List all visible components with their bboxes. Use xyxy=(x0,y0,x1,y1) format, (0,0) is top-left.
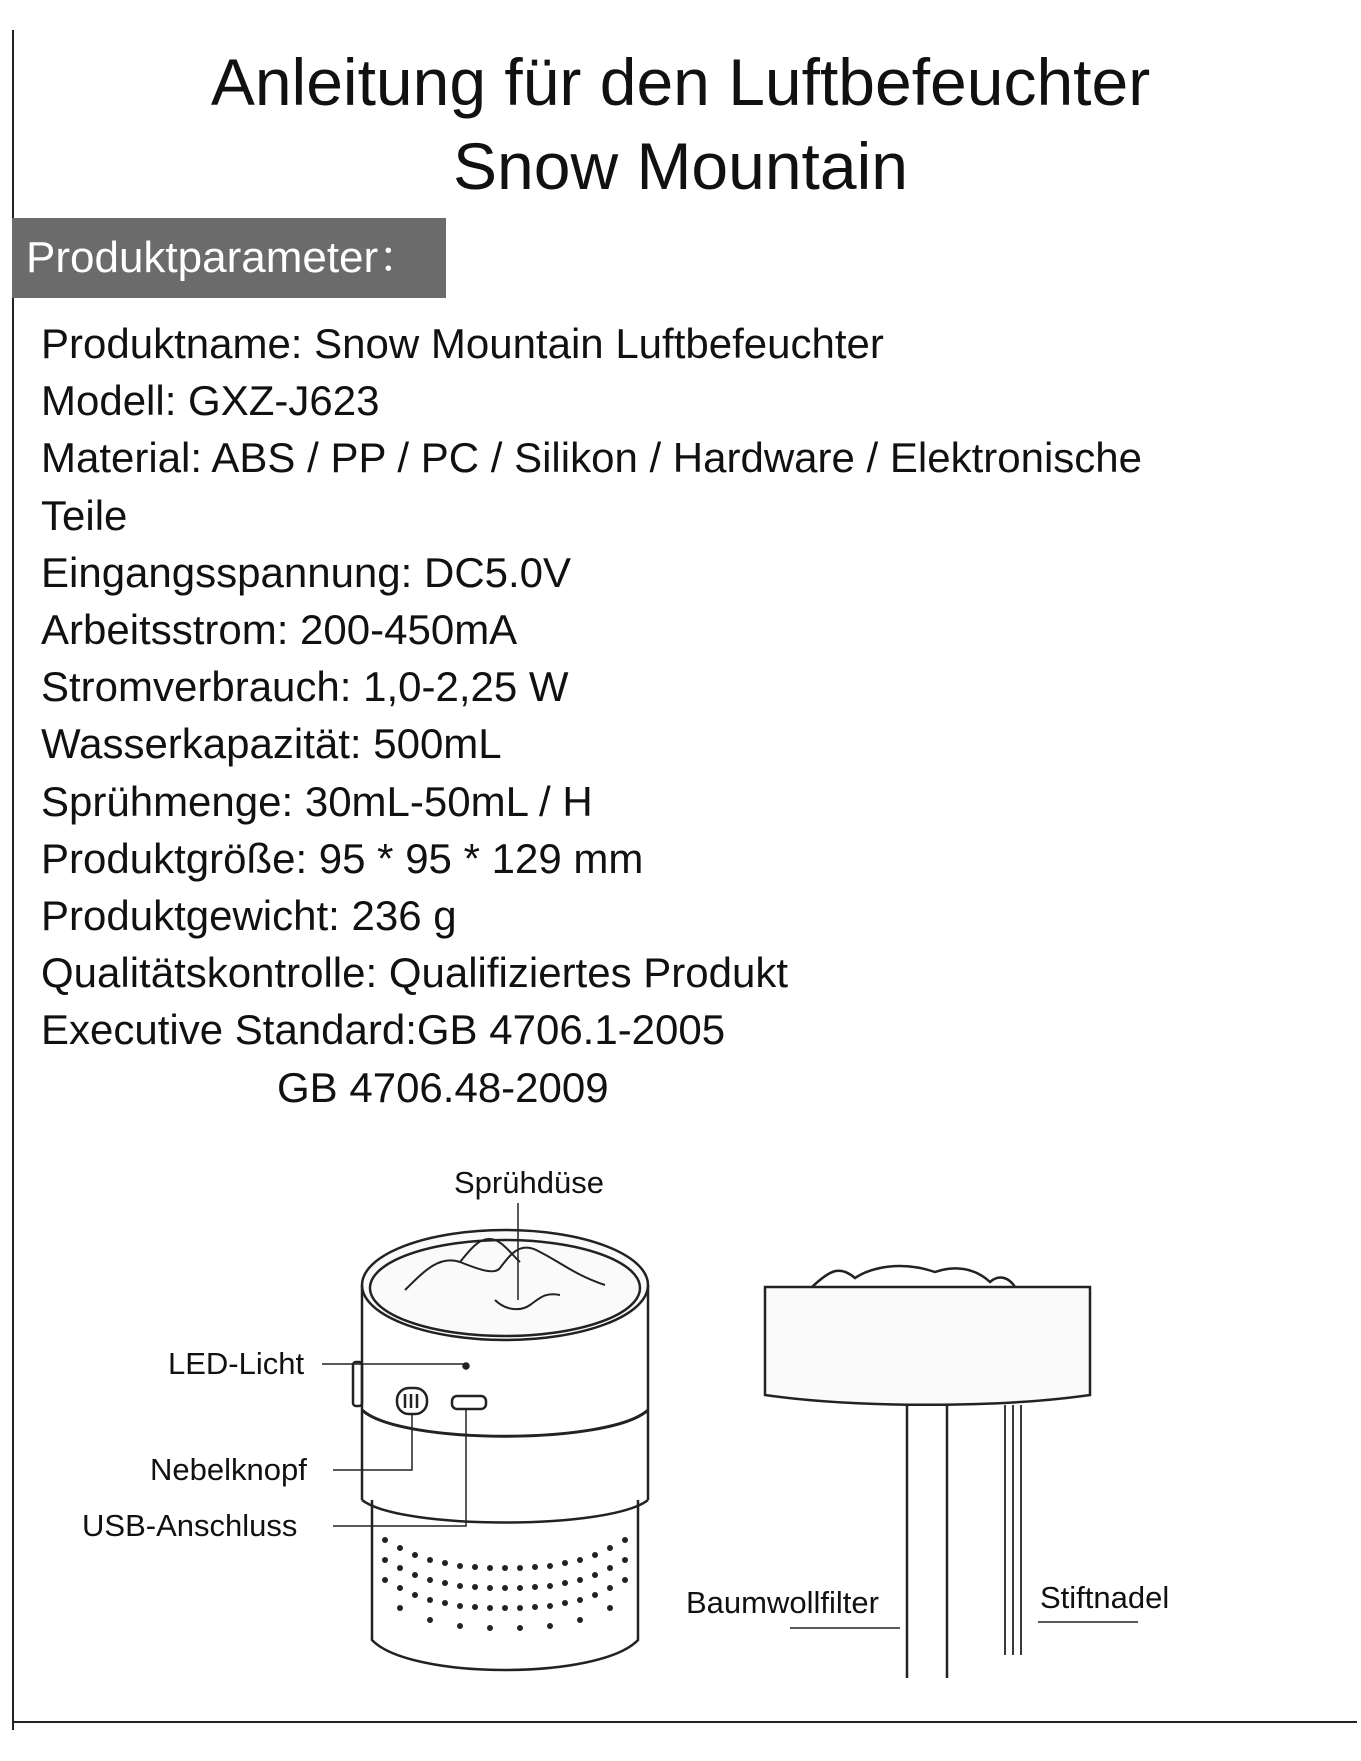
title-line-1: Anleitung für den Luftbefeuchter xyxy=(210,45,1151,119)
param-quality-control: Qualitätskontrolle: Qualifiziertes Produkt xyxy=(41,949,788,997)
label-spray-nozzle: Sprühdüse xyxy=(454,1165,604,1200)
label-led-light: LED-Licht xyxy=(168,1346,305,1381)
param-input-voltage: Eingangsspannung: DC5.0V xyxy=(41,548,572,596)
humidifier-diagram xyxy=(0,1140,1361,1720)
param-product-size: Produktgröße: 95 * 95 * 129 mm xyxy=(41,834,644,882)
section-header-product-parameters: Produktparameter： xyxy=(12,218,446,298)
humidifier-drawing xyxy=(353,1230,648,1670)
param-water-capacity: Wasserkapazität: 500mL xyxy=(41,720,502,768)
label-mist-button: Nebelknopf xyxy=(150,1452,307,1487)
param-material: Material: ABS / PP / PC / Silikon / Hardware / Elektronische xyxy=(41,434,1143,482)
param-model: Modell: GXZ-J623 xyxy=(41,377,380,425)
label-cotton-filter: Baumwollfilter xyxy=(686,1585,879,1620)
param-executive-standard-continued: GB 4706.48-2009 xyxy=(277,1063,609,1111)
label-usb-port: USB-Anschluss xyxy=(82,1508,298,1543)
page-border-bottom xyxy=(12,1721,1357,1723)
param-material-continued: Teile xyxy=(41,491,128,539)
title-line-2: Snow Mountain xyxy=(453,129,908,203)
label-pin-needle: Stiftnadel xyxy=(1040,1580,1170,1615)
param-spray-amount: Sprühmenge: 30mL-50mL / H xyxy=(41,777,593,825)
param-executive-standard: Executive Standard:GB 4706.1-2005 xyxy=(41,1006,726,1054)
param-product-weight: Produktgewicht: 236 g xyxy=(41,892,457,940)
param-power-consumption: Stromverbrauch: 1,0-2,25 W xyxy=(41,663,569,711)
parameter-list xyxy=(41,315,1341,1116)
param-product-name: Produktname: Snow Mountain Luftbefeuchter xyxy=(41,320,884,367)
param-working-current: Arbeitsstrom: 200-450mA xyxy=(41,606,518,654)
page-title xyxy=(0,40,1361,208)
